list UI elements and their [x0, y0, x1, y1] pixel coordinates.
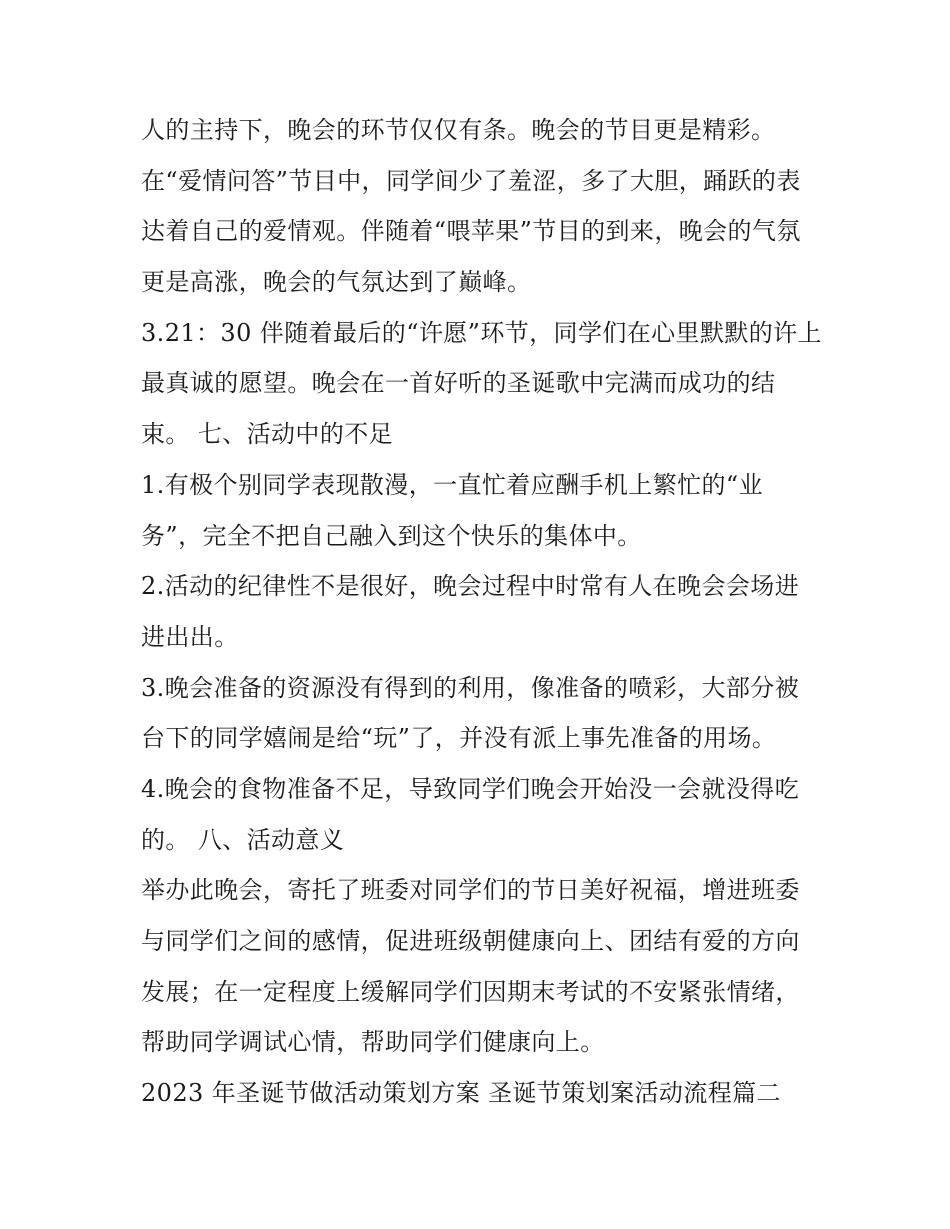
section-heading-line: 束。 七、活动中的不足 — [141, 420, 394, 448]
text-line: 进出出。 — [141, 623, 239, 651]
text-line: 3.晚会准备的资源没有得到的利用，像准备的喷彩，大部分被 — [141, 674, 800, 702]
text-line: 帮助同学调试心情，帮助同学们健康向上。 — [141, 1028, 605, 1056]
text-line: 2.活动的纪律性不是很好，晚会过程中时常有人在晚会会场进 — [141, 572, 800, 600]
section-heading-line: 的。 八、活动意义 — [141, 826, 345, 854]
text-line: 发展；在一定程度上缓解同学们因期末考试的不安紧张情绪， — [141, 978, 800, 1006]
text-line: 举办此晚会，寄托了班委对同学们的节日美好祝福，增进班委 — [141, 876, 800, 904]
text-line: 人的主持下，晚会的环节仅仅有条。晚会的节目更是精彩。 — [141, 116, 776, 144]
text-line: 达着自己的爱情观。伴随着“喂苹果”节目的到来，晚会的气氛 — [141, 217, 801, 245]
text-line: 与同学们之间的感情，促进班级朝健康向上、团结有爱的方向 — [141, 927, 800, 955]
text-line: 务”，完全不把自己融入到这个快乐的集体中。 — [141, 522, 642, 550]
text-line: 1.有极个别同学表现散漫，一直忙着应酬手机上繁忙的“业 — [141, 471, 763, 499]
text-line: 最真诚的愿望。晚会在一首好听的圣诞歌中完满而成功的结 — [141, 369, 776, 397]
text-line: 4.晚会的食物准备不足，导致同学们晚会开始没一会就没得吃 — [141, 775, 800, 803]
text-line: 台下的同学嬉闹是给“玩”了，并没有派上事先准备的用场。 — [141, 724, 777, 752]
text-line: 更是高涨，晚会的气氛达到了巅峰。 — [141, 268, 532, 296]
text-line: 3.21：30 伴随着最后的“许愿”环节，同学们在心里默默的许上 — [141, 319, 822, 347]
document-title-line: 2023 年圣诞节做活动策划方案 圣诞节策划案活动流程篇二 — [141, 1079, 781, 1107]
text-line: 在“爱情问答”节目中，同学间少了羞涩，多了大胆，踊跃的表 — [141, 167, 801, 195]
